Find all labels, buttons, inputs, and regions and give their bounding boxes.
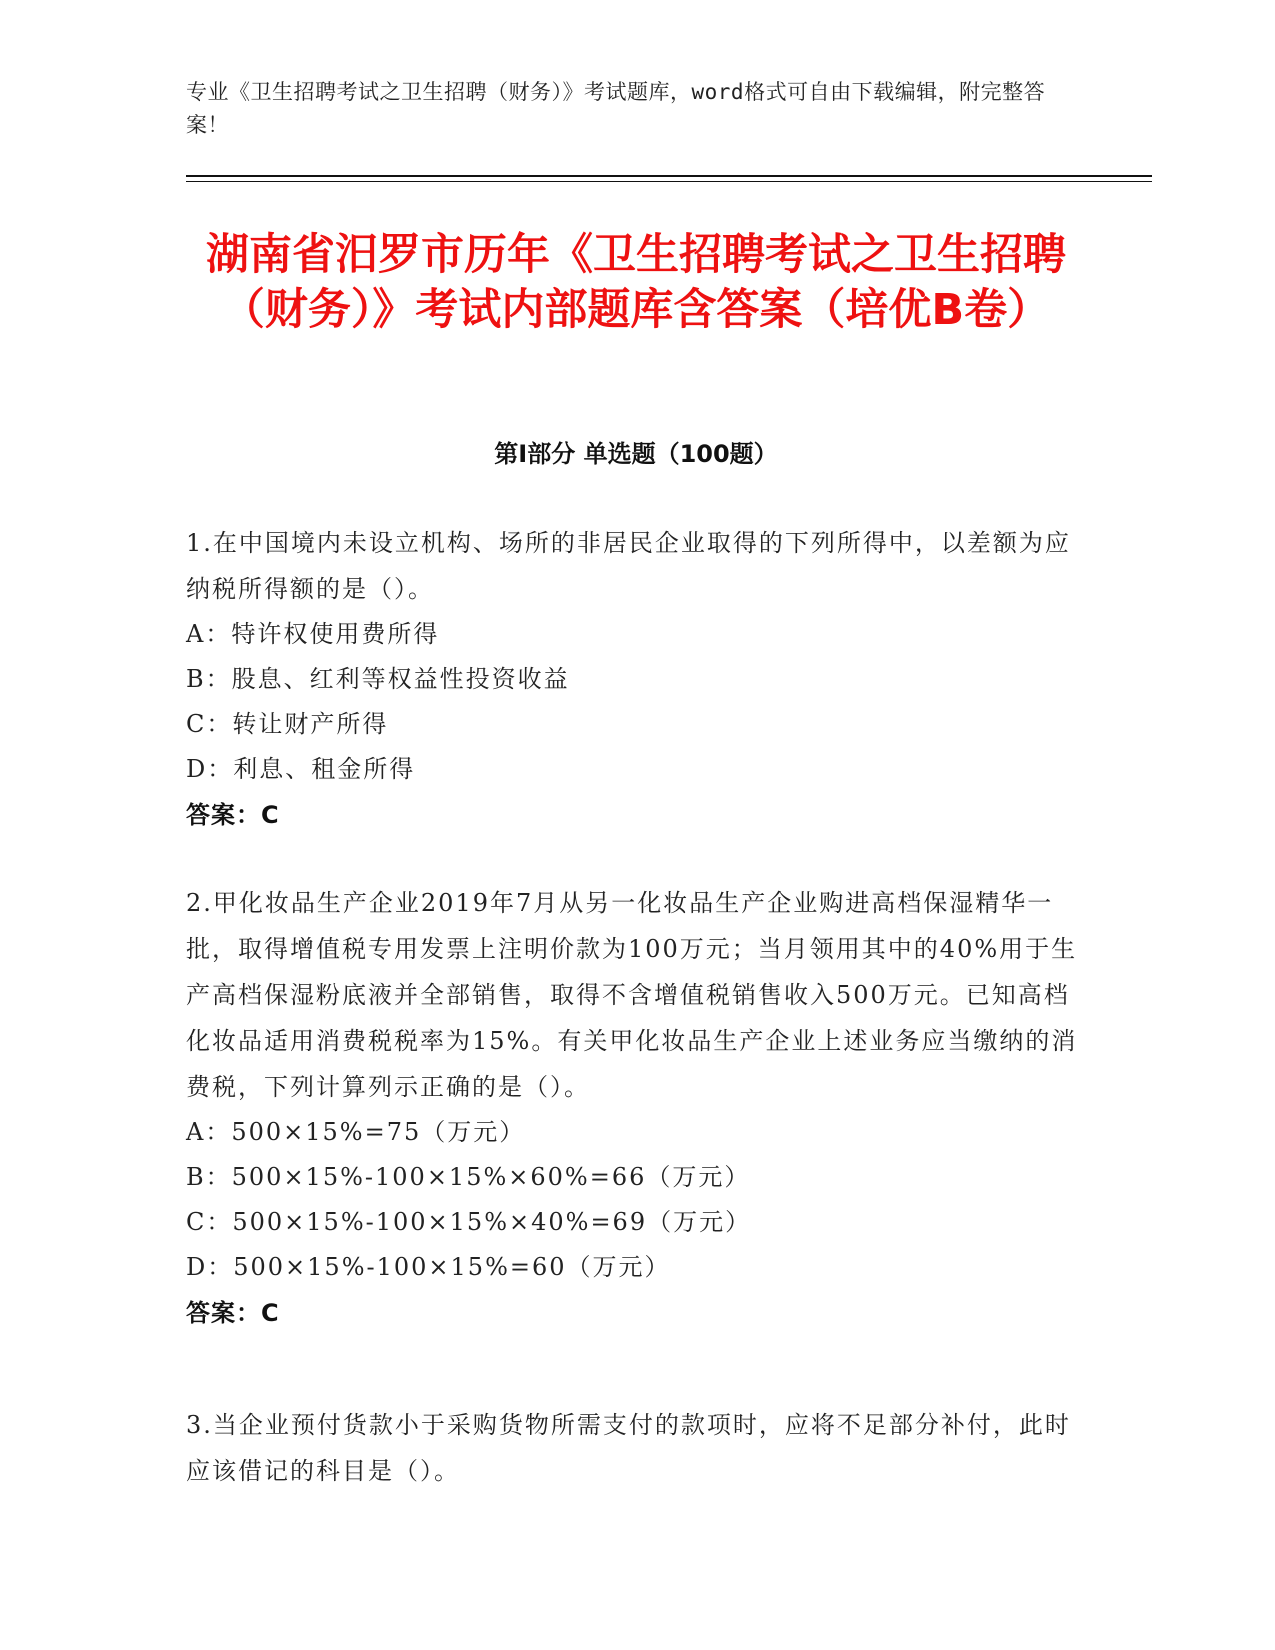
answer-label: 答案：C — [186, 801, 280, 829]
question-stem: 1.在中国境内未设立机构、场所的非居民企业取得的下列所得中，以差额为应纳税所得额的是（）。 — [186, 529, 1071, 603]
option-a: A：特许权使用费所得 — [186, 620, 440, 648]
question-3 — [186, 1402, 1086, 1494]
question-stem: 3.当企业预付货款小于采购货物所需支付的款项时，应将不足部分补付，此时应该借记的科目是（）。 — [186, 1411, 1071, 1485]
option-c: C：500×15%-100×15%×40%=69（万元） — [186, 1208, 752, 1236]
section-title: 第I部分 单选题（100题） — [494, 440, 778, 468]
option-d: D：利息、租金所得 — [186, 755, 416, 783]
header-note: 专业《卫生招聘考试之卫生招聘（财务）》考试题库，word格式可自由下载编辑，附完整答案！ — [186, 80, 1046, 137]
header-rule-thick — [186, 175, 1152, 177]
document-title: 湖南省汨罗市历年《卫生招聘考试之卫生招聘（财务）》考试内部题库含答案（培优B卷） — [206, 230, 1066, 335]
option-c: C：转让财产所得 — [186, 710, 389, 738]
option-a: A：500×15%=75（万元） — [186, 1118, 526, 1146]
question-2 — [186, 880, 1086, 1336]
answer-label: 答案：C — [186, 1299, 280, 1327]
option-d: D：500×15%-100×15%=60（万元） — [186, 1253, 671, 1281]
question-stem: 2.甲化妆品生产企业2019年7月从另一化妆品生产企业购进高档保湿精华一批，取得增值税专用发票上注明价款为100万元；当月领用其中的40%用于生产高档保湿粉底液并全部销售，取得不含增值税销售收入500万元。已知高档化妆品适用消费税税率为15%。有关甲化妆品生产企业上述业务应当缴纳的消费税，下列计算列示正确的是（）。 — [186, 889, 1078, 1101]
option-b: B：500×15%-100×15%×60%=66（万元） — [186, 1163, 751, 1191]
header-rule-thin — [186, 181, 1152, 182]
question-1 — [186, 520, 1086, 838]
option-b: B：股息、红利等权益性投资收益 — [186, 665, 570, 693]
